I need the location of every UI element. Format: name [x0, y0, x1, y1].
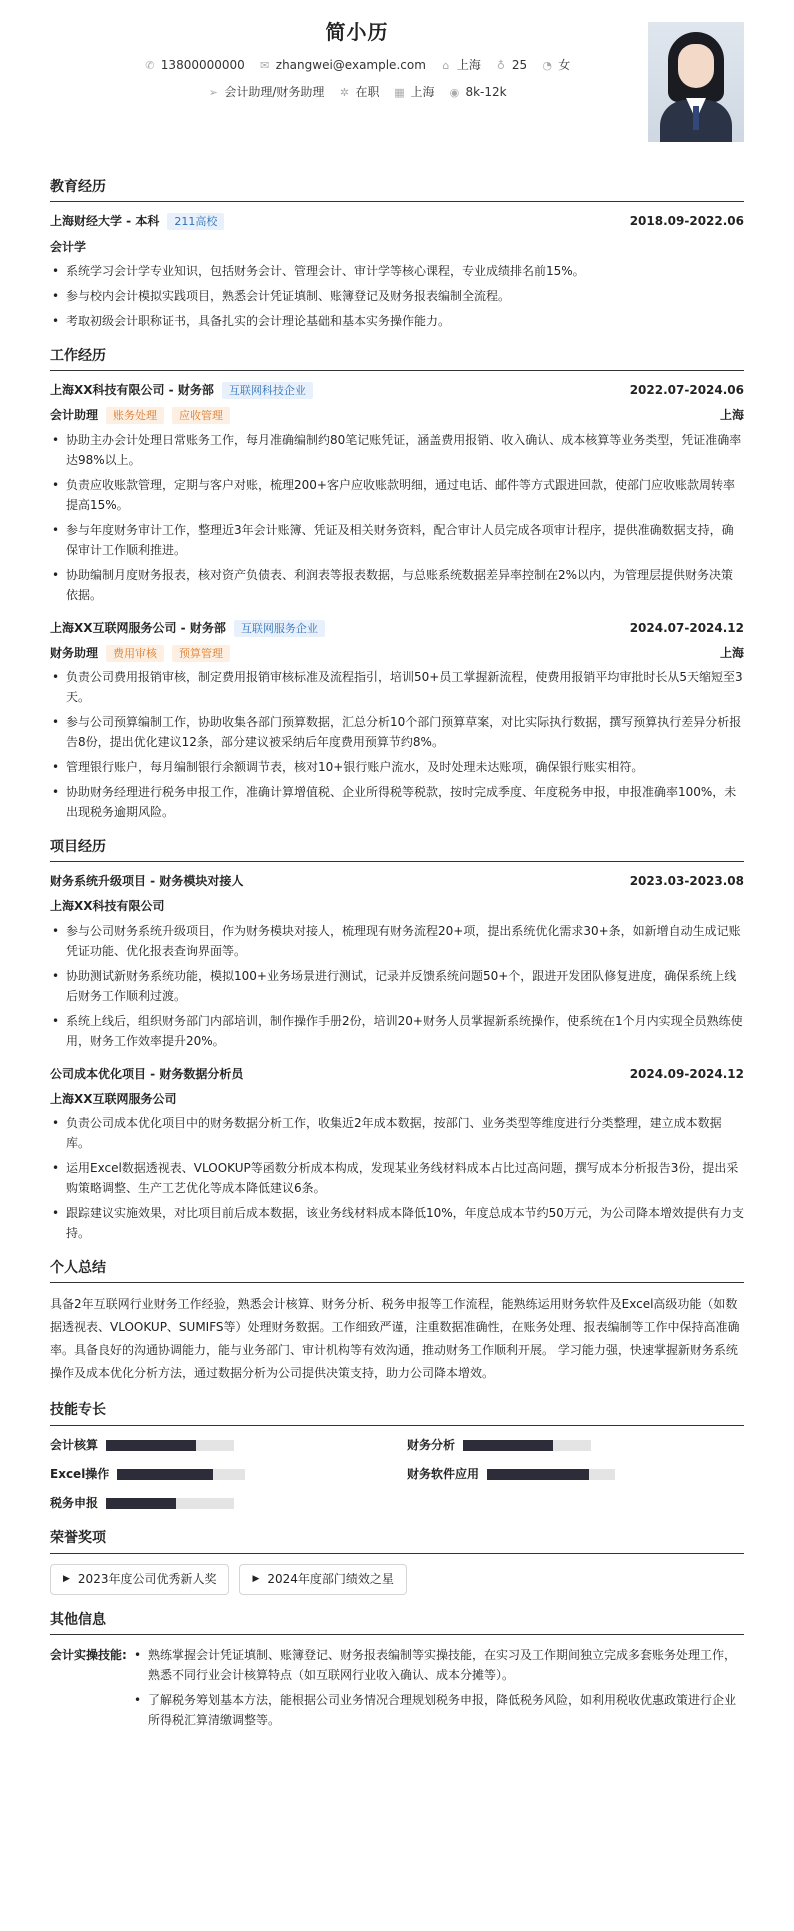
list-item: • 了解税务筹划基本方法，能根据公司业务情况合理规划税务申报，降低税务风险，如利用税收优惠政策进行企业所得税汇算清缴调整等。 — [132, 1690, 744, 1730]
other-label: 会计实操技能: — [50, 1648, 127, 1663]
skill-name: 税务申报 — [50, 1496, 99, 1511]
school-name: 上海财经大学 - 本科 — [50, 214, 160, 229]
skill-bar — [117, 1469, 245, 1480]
skill-name: Excel操作 — [50, 1467, 110, 1482]
other-block — [50, 1645, 744, 1735]
summary-text: 具备2年互联网行业财务工作经验，熟悉会计核算、财务分析、税务申报等工作流程，能熟练运用财务软件及Excel高级功能（如数据透视表、VLOOKUP、SUMIFS等）处理财务数据。工作细致严谨，注重数据准确性，在账务处理、报表编制等工作中保持高准确率。具备良好的沟通协调能力，能与业务部门、审计机构等有效沟通，推动财务工作顺利开展。 学习能力强，快速掌握新财务系统操作及成本优化分析方法，通过数据分析为公司提供决策支持，助力公司降本增效。 — [50, 1297, 740, 1381]
skill-bar-fill — [463, 1440, 553, 1451]
list-item: • 参与公司预算编制工作，协助收集各部门预算数据，汇总分析10个部门预算草案，对比实际执行数据，撰写预算执行差异分析报告8份，提出优化建议12条，部分建议被采纳后年度费用预算节约8%。 — [50, 712, 744, 752]
target-city-item — [393, 83, 434, 102]
work-bullets — [50, 430, 744, 605]
skills-title: 技能专长 — [50, 1399, 744, 1425]
education-period: 2018.09-2022.06 — [629, 214, 744, 229]
list-item: • 系统上线后，组织财务部门内部培训，制作操作手册2份，培训20+财务人员掌握新系统操作，使系统在1个月内实现全员熟练使用，财务工作效率提升20%。 — [50, 1011, 744, 1051]
list-item: • 管理银行账户，每月编制银行余额调节表，核对10+银行账户流水，及时处理未达账项，确保银行账实相符。 — [50, 757, 744, 777]
project-bullets — [50, 921, 744, 1051]
company-name: 上海XX互联网服务公司 - 财务部 — [50, 620, 226, 635]
salary-text: 8k-12k — [465, 85, 507, 100]
work-entry — [50, 619, 744, 822]
list-item: • 跟踪建议实施效果，对比项目前后成本数据，该业务线材料成本降低10%，年度总成本节约50万元，为公司降本增效提供有力支持。 — [50, 1203, 744, 1243]
list-item: • 协助测试新财务系统功能，模拟100+业务场景进行测试，记录并反馈系统问题50+个，跟进开发团队修复进度，确保系统上线后财务工作顺利过渡。 — [50, 966, 744, 1006]
work-section — [50, 345, 744, 822]
gender-text: 女 — [558, 58, 571, 72]
project-company: 上海XX科技有限公司 — [50, 899, 165, 914]
project-bullets — [50, 1113, 744, 1243]
email-icon: ✉ — [260, 58, 270, 72]
major: 会计学 — [50, 239, 87, 254]
education-bullets — [50, 261, 744, 331]
skill-bar — [106, 1498, 234, 1509]
project-name: 财务系统升级项目 - 财务模块对接人 — [50, 874, 244, 889]
skills-section — [50, 1399, 744, 1513]
location-icon: ⌂ — [442, 58, 450, 72]
work-period: 2024.07-2024.12 — [629, 620, 744, 635]
list-item: • 协助编制月度财务报表，核对资产负债表、利润表等报表数据，与总账系统数据差异率控制在2%以内，为管理层提供财务决策依据。 — [50, 565, 744, 605]
other-title: 其他信息 — [50, 1609, 744, 1635]
skill-bar — [463, 1440, 591, 1451]
list-item: • 协助财务经理进行税务申报工作，准确计算增值税、企业所得税等税款，按时完成季度、年度税务申报，申报准确率100%，未出现税务逾期风险。 — [50, 782, 744, 822]
honor-badge — [50, 1564, 229, 1595]
job-item — [207, 83, 324, 102]
age-item — [495, 56, 527, 75]
skill-tag: 账务处理 — [106, 407, 164, 424]
work-location: 上海 — [719, 645, 744, 660]
work-title: 工作经历 — [50, 345, 744, 371]
list-item: • 参与公司财务系统升级项目，作为财务模块对接人，梳理现有财务流程20+项，提出系统优化需求30+条，如新增自动生成记账凭证功能、优化报表查询界面等。 — [50, 921, 744, 961]
project-name: 公司成本优化项目 - 财务数据分析员 — [50, 1066, 244, 1081]
work-location: 上海 — [719, 408, 744, 423]
job-role: 会计助理 — [50, 408, 99, 423]
city-icon: ▦ — [394, 85, 405, 99]
list-item: • 熟练掌握会计凭证填制、账簿登记、财务报表编制等实操技能，在实习及工作期间独立完成多套账务处理工作，熟悉不同行业会计核算特点（如互联网行业收入确认、成本分摊等）。 — [132, 1645, 744, 1685]
skill-bar — [106, 1440, 234, 1451]
phone-item — [144, 56, 245, 75]
contact-row — [50, 56, 744, 75]
skill-tag: 应收管理 — [172, 407, 230, 424]
skill-bar — [487, 1469, 615, 1480]
target-city-text: 上海 — [410, 85, 435, 100]
status-icon: ✲ — [339, 85, 350, 99]
company-tag: 互联网科技企业 — [222, 382, 313, 399]
skill-item — [407, 1436, 744, 1455]
education-entry — [50, 212, 744, 330]
play-icon: ▶ — [63, 1574, 70, 1585]
honor-text: 2023年度公司优秀新人奖 — [77, 1571, 217, 1586]
work-bullets — [50, 667, 744, 822]
honor-text: 2024年度部门绩效之星 — [267, 1571, 394, 1586]
job-icon: ➢ — [208, 85, 218, 99]
honors-title: 荣誉奖项 — [50, 1527, 744, 1553]
summary-title: 个人总结 — [50, 1257, 744, 1283]
company-tag: 互联网服务企业 — [234, 620, 325, 637]
list-item: • 负责应收账款管理，定期与客户对账，梳理200+客户应收账款明细，通过电话、邮件等方式跟进回款，使部门应收账款周转率提高15%。 — [50, 475, 744, 515]
project-company: 上海XX互联网服务公司 — [50, 1091, 177, 1106]
city-item — [440, 56, 481, 75]
skill-bar-fill — [487, 1469, 589, 1480]
skill-item — [50, 1465, 387, 1484]
honors-list — [50, 1564, 744, 1595]
skill-item — [50, 1436, 387, 1455]
list-item: • 负责公司成本优化项目中的财务数据分析工作，收集近2年成本数据，按部门、业务类型等维度进行分类整理，建立成本数据库。 — [50, 1113, 744, 1153]
other-bullets — [132, 1645, 744, 1735]
status-item — [338, 83, 379, 102]
skill-item — [407, 1465, 744, 1484]
company-name: 上海XX科技有限公司 - 财务部 — [50, 383, 214, 398]
skills-grid — [50, 1436, 744, 1514]
age-icon: ♁ — [496, 58, 505, 72]
project-title: 项目经历 — [50, 836, 744, 862]
skill-tag: 费用审核 — [106, 645, 164, 662]
salary-item — [448, 83, 506, 102]
list-item: • 参与年度财务审计工作，整理近3年会计账簿、凭证及相关财务资料，配合审计人员完成各项审计程序，提供准确数据支持，确保审计工作顺利推进。 — [50, 520, 744, 560]
play-icon: ▶ — [252, 1574, 260, 1585]
skill-name: 财务软件应用 — [407, 1467, 480, 1482]
phone-text: 13800000000 — [160, 58, 245, 72]
list-item: • 运用Excel数据透视表、VLOOKUP等函数分析成本构成，发现某业务线材料成本占比过高问题，撰写成本分析报告3份，提出采购策略调整、生产工艺优化等成本降低建议6条。 — [50, 1158, 744, 1198]
city-text: 上海 — [456, 58, 481, 72]
list-item: • 参与校内会计模拟实践项目，熟悉会计凭证填制、账簿登记及财务报表编制全流程。 — [50, 286, 744, 306]
project-period: 2024.09-2024.12 — [629, 1066, 744, 1081]
phone-icon: ✆ — [145, 58, 155, 72]
candidate-name: 简小历 — [325, 20, 389, 44]
list-item: • 考取初级会计职称证书，具备扎实的会计理论基础和基本实务操作能力。 — [50, 311, 744, 331]
gender-icon: ◔ — [542, 58, 552, 72]
project-entry — [50, 872, 744, 1050]
list-item: • 系统学习会计学专业知识，包括财务会计、管理会计、审计学等核心课程，专业成绩排名前15%。 — [50, 261, 744, 281]
age-text: 25 — [511, 58, 528, 72]
project-section — [50, 836, 744, 1243]
education-title: 教育经历 — [50, 176, 744, 202]
salary-icon: ◉ — [449, 85, 460, 99]
skill-bar-fill — [117, 1469, 213, 1480]
skill-item — [50, 1494, 387, 1513]
list-item: • 负责公司费用报销审核，制定费用报销审核标准及流程指引，培训50+员工掌握新流程，使费用报销平均审批时长从5天缩短至3天。 — [50, 667, 744, 707]
job-role: 财务助理 — [50, 645, 99, 660]
profile-photo — [648, 22, 744, 142]
intent-row — [50, 83, 744, 102]
skill-tag: 预算管理 — [172, 645, 230, 662]
other-section — [50, 1609, 744, 1735]
work-entry — [50, 381, 744, 604]
job-text: 会计助理/财务助理 — [224, 85, 325, 100]
skill-name: 财务分析 — [407, 1437, 456, 1452]
status-text: 在职 — [355, 85, 380, 100]
list-item: • 协助主办会计处理日常账务工作，每月准确编制约80笔记账凭证，涵盖费用报销、收入确认、成本核算等业务类型，凭证准确率达98%以上。 — [50, 430, 744, 470]
skill-bar-fill — [106, 1440, 196, 1451]
education-section — [50, 176, 744, 331]
work-period: 2022.07-2024.06 — [629, 383, 744, 398]
honors-section — [50, 1527, 744, 1595]
summary-section — [50, 1257, 744, 1385]
school-tag: 211高校 — [167, 213, 224, 230]
project-entry — [50, 1065, 744, 1243]
gender-item — [541, 56, 570, 75]
email-item — [259, 56, 426, 75]
resume-header — [50, 16, 744, 166]
skill-name: 会计核算 — [50, 1437, 99, 1452]
project-period: 2023.03-2023.08 — [629, 874, 744, 889]
email-text: zhangwei@example.com — [275, 58, 426, 72]
skill-bar-fill — [106, 1498, 176, 1509]
honor-badge — [239, 1564, 406, 1595]
